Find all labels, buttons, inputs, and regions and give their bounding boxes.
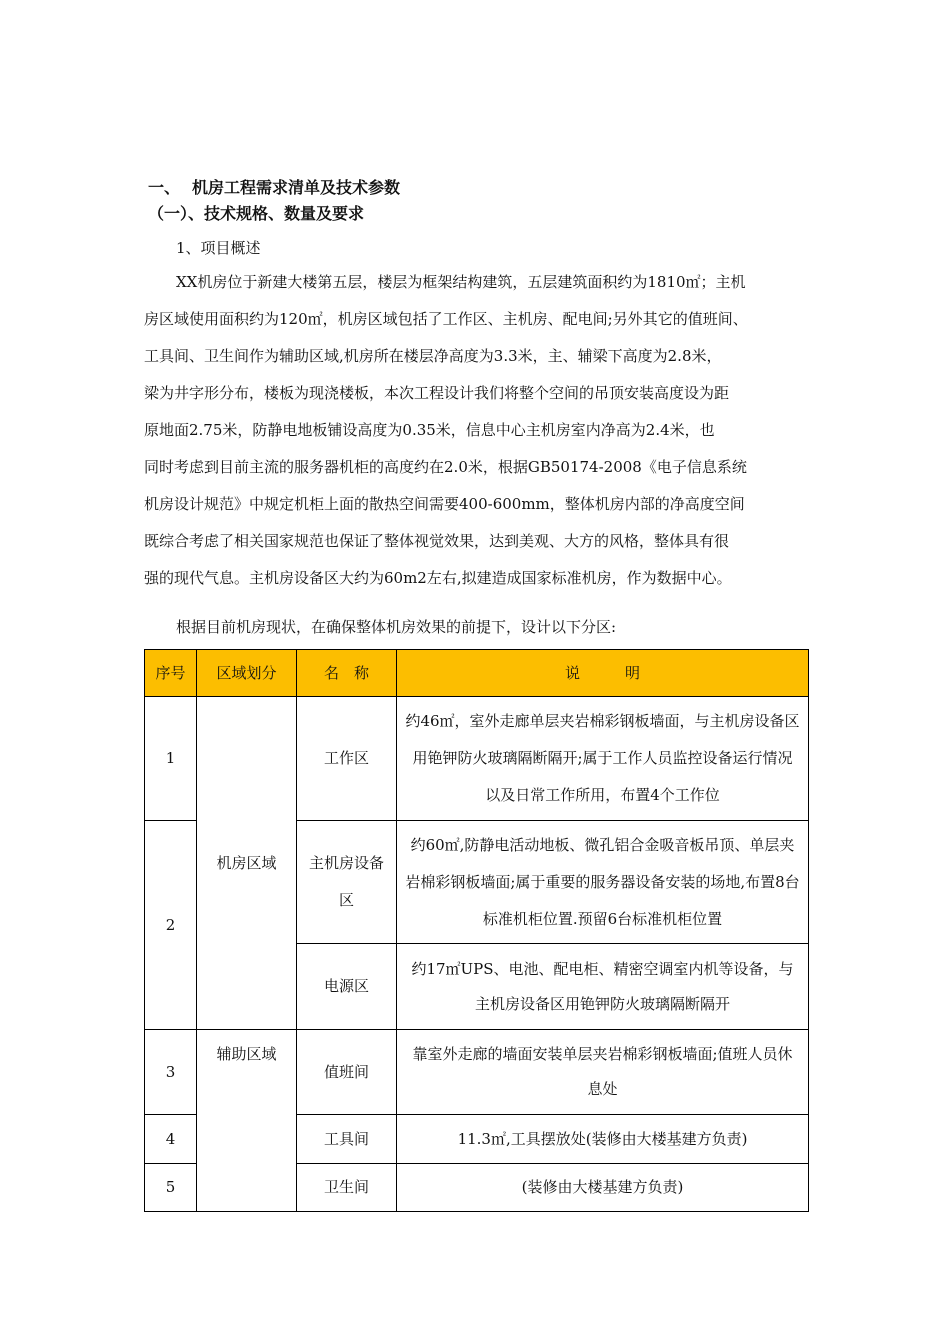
row-name: 卫生间 bbox=[297, 1164, 397, 1212]
row-name: 主机房设备区 bbox=[297, 821, 397, 944]
paragraph-line: 原地面2.75米，防静电地板铺设高度为0.35米，信息中心主机房室内净高为2.4米，也 bbox=[144, 421, 715, 439]
zone-cell: 机房区域 bbox=[197, 697, 297, 1030]
paragraph-line: 强的现代气息。主机房设备区大约为60m2左右,拟建造成国家标准机房，作为数据中心。 bbox=[144, 569, 732, 587]
zone-cell: 辅助区域 bbox=[197, 1030, 297, 1212]
row-name: 工作区 bbox=[297, 697, 397, 821]
row-desc: 约17㎡UPS、电池、配电柜、精密空调室内机等设备，与主机房设备区用铯钾防火玻璃隔断隔开 bbox=[397, 944, 809, 1030]
header-name: 名 称 bbox=[297, 650, 397, 697]
row-name: 工具间 bbox=[297, 1115, 397, 1164]
paragraph-line: 同时考虑到目前主流的服务器机柜的高度约在2.0米，根据GB50174-2008《电子信息系统 bbox=[144, 458, 747, 476]
row-no: 1 bbox=[145, 697, 197, 821]
overview-paragraph bbox=[144, 264, 812, 597]
subsection-heading: （一）、技术规格、数量及要求 bbox=[148, 204, 365, 223]
table-header-row bbox=[145, 650, 809, 697]
item-heading: 1、项目概述 bbox=[176, 239, 261, 257]
paragraph-line: 房区域使用面积约为120㎡，机房区域包括了工作区、主机房、配电间;另外其它的值班间、 bbox=[144, 310, 748, 328]
row-desc: 约46㎡，室外走廊单层夹岩棉彩钢板墙面，与主机房设备区用铯钾防火玻璃隔断隔开;属于工作人员监控设备运行情况以及日常工作所用，布置4个工作位 bbox=[397, 697, 809, 821]
paragraph-line: 机房设计规范》中规定机柜上面的散热空间需要400-600mm，整体机房内部的净高度空间 bbox=[144, 495, 745, 513]
section-heading bbox=[148, 176, 400, 200]
section-title: 机房工程需求清单及技术参数 bbox=[192, 178, 401, 197]
section-number: 一、 bbox=[148, 178, 181, 197]
table-intro: 根据目前机房现状，在确保整体机房效果的前提下，设计以下分区: bbox=[176, 618, 617, 636]
row-no: 3 bbox=[145, 1030, 197, 1115]
paragraph-line: XX机房位于新建大楼第五层，楼层为框架结构建筑，五层建筑面积约为1810㎡；主机 bbox=[176, 273, 746, 291]
row-desc: 11.3㎡,工具摆放处(装修由大楼基建方负责) bbox=[397, 1115, 809, 1164]
row-no: 5 bbox=[145, 1164, 197, 1212]
zone-table bbox=[144, 649, 809, 1212]
paragraph-line: 既综合考虑了相关国家规范也保证了整体视觉效果，达到美观、大方的风格，整体具有很 bbox=[144, 532, 730, 550]
row-no: 4 bbox=[145, 1115, 197, 1164]
row-name: 值班间 bbox=[297, 1030, 397, 1115]
header-zone: 区域划分 bbox=[197, 650, 297, 697]
header-desc: 说 明 bbox=[397, 650, 809, 697]
paragraph-line: 梁为井字形分布，楼板为现浇楼板，本次工程设计我们将整个空间的吊顶安装高度设为距 bbox=[144, 384, 730, 402]
header-no: 序号 bbox=[145, 650, 197, 697]
table-row bbox=[145, 697, 809, 821]
table-row bbox=[145, 1030, 809, 1115]
row-desc: (装修由大楼基建方负责) bbox=[397, 1164, 809, 1212]
row-name: 电源区 bbox=[297, 944, 397, 1030]
row-desc: 靠室外走廊的墙面安装单层夹岩棉彩钢板墙面;值班人员休息处 bbox=[397, 1030, 809, 1115]
row-desc: 约60㎡,防静电活动地板、微孔铝合金吸音板吊顶、单层夹岩棉彩钢板墙面;属于重要的服务器设备安装的场地,布置8台标准机柜位置.预留6台标准机柜位置 bbox=[397, 821, 809, 944]
paragraph-line: 工具间、卫生间作为辅助区域,机房所在楼层净高度为3.3米，主、辅梁下高度为2.8米， bbox=[144, 347, 722, 365]
row-no: 2 bbox=[145, 821, 197, 1030]
